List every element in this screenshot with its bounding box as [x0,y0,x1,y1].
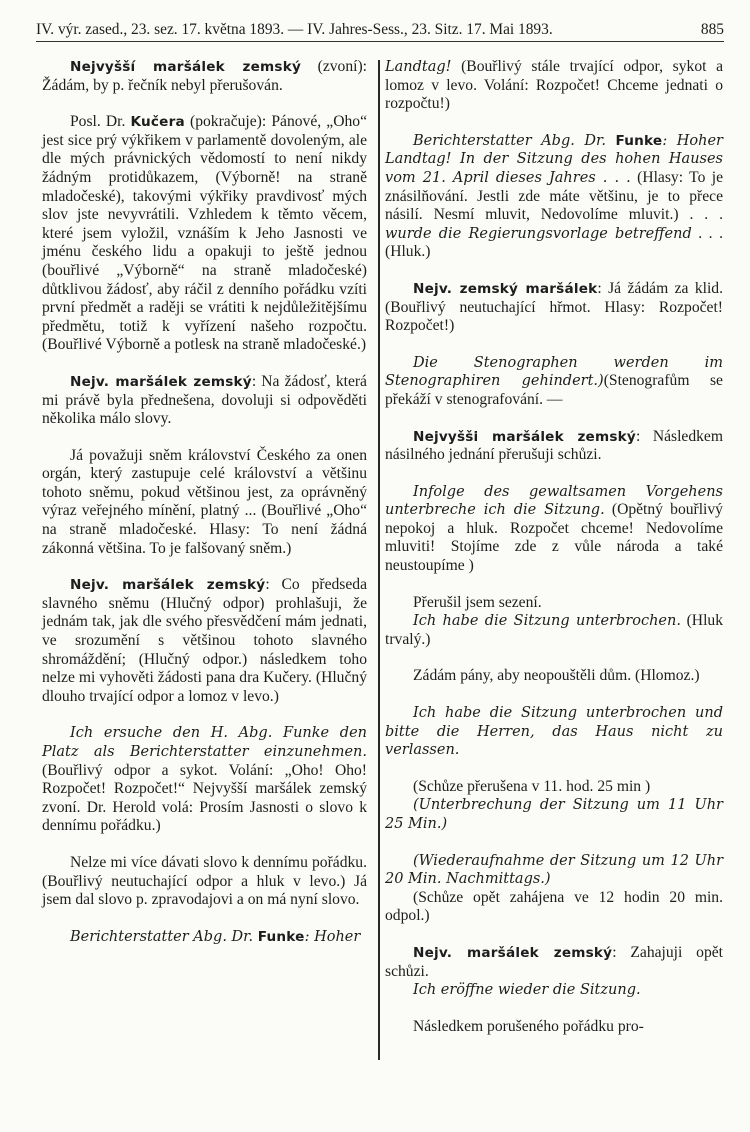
czech-text: : Následkem násilného jednání přerušuji schůzi. [385,427,723,464]
speaker-name: Kučera [130,114,185,131]
speaker-name: Nejvyšši maršálek zemský [413,428,636,445]
german-text: Ich habe die Sitzung unterbrochen und bitte die Herren, das Haus nicht zu verlassen. [385,705,723,759]
paragraph [42,576,367,706]
german-text: wurde die Regierungsvorlage betreffend [385,225,692,242]
czech-text: (Stenografům se překáží v stenografování. — [385,372,723,408]
paragraph [42,58,367,95]
german-text: : Hoher Landtag! In der Sitzung des hohen Hauses vom 21. April dieses Jahres . . . [385,132,723,186]
german-text: (Unterbrechung der Sitzung um 11 Uhr 25 Min.) [385,797,723,832]
czech-text: . . . (Hluk.) [385,224,724,261]
paragraph [42,113,367,355]
speaker-name: Nejv. maršálek zemský [70,577,266,594]
czech-text: : Zahajuji opět schůzi. [385,943,724,980]
left-column [42,58,367,964]
paragraph [42,373,367,429]
speaker-title: Berichterstatter Abg. Dr. [70,928,258,945]
czech-text: (Hlasy: To je znásilňování. Jestli zde máte většinu, je to přece násilí. Nesmí mluvit, Nedovolíme mluvit.) . . . [385,168,723,224]
paragraph [42,928,367,947]
german-text: Die Stenographen werden im Stenographiren gehindert.) [385,354,723,390]
speaker-name: Funke [615,132,663,149]
paragraph [385,1018,723,1037]
czech-text: : Co předseda slavného sněmu (Hlučný odpor) prohlašuji, že jednám tak, jak dle svého přesvědčení mám jednati, ve srozumění s většinou tohoto slavného shromáždění; (Hlučný odpor.) následkem toho nelze mi vyhověti žádosti pana dra Kučery. (Hlučný dlouho trvající odpor a lomoz v levo.) [42,576,368,705]
speaker-name: Funke [257,928,305,945]
paragraph [385,944,723,981]
paragraph [385,132,723,262]
czech-text: (Schůze přerušena v 11. hod. 25 min ) [413,777,651,795]
column-divider [378,60,380,1060]
speaker-title: Posl. Dr. [70,113,131,131]
czech-text: Já považuji sněm království Českého za onen orgán, který zastupuje celé království a většinu tohoto sněmu, pokud většinou jest, za oprávněný výraz veřejného mínění, platný ... (Bouřlivé „Oho“ na straně mladočeské. Hlasy: To není žádná zákonná většina. To je falšovaný sněm.) [42,446,367,557]
right-column [385,58,723,1054]
czech-text: (Opětný bouřlivý nepokoj a hluk. Rozpočet chceme! Nedovolíme mluviti! Stojíme zde z vůle národa a také neustoupíme ) [385,501,723,575]
czech-text: (Schůze opět zahájena ve 12 hodin 20 min. odpol.) [385,888,723,925]
paragraph [385,667,723,686]
german-text: Infolge des gewaltsamen Vorgehens unterbreche ich die Sitzung. [385,483,723,519]
paragraph [385,483,723,576]
czech-text: Přerušil jsem sezení. [413,593,542,611]
speaker-title: Berichterstatter Abg. Dr. [413,132,616,149]
czech-text: (pokračuje): Pánové, „Oho“ jest sice prý výkřikem v parlamentě dovoleným, ale dle mých právnických vědomostí to není nikdy žádným protidůkazem, (Výborně! na straně mladočeské), takovými výkřiky pravdivosť mých slov jste nevyvrátili. Vzhledem k těmto věcem, které jsem vyložil, vznáším k Jeho Jasnosti ve jménu českého lidu a opakuji to ještě jednou (bouřlivé „Výborně“ na straně mladočeské) důtklivou žádosť, aby ráčil z denního pořádku vzíti první předmět a raději se vrátiti k nejdůležitějšímu předmětu, totiž k vyřízení našeho rozpočtu. (Bouřlivé Výborně a potlesk na straně mladočeské.) [42,113,367,354]
running-header [36,18,724,42]
czech-text: (Bouřlivý odpor a sykot. Volání: „Oho! Oho! Rozpočet! Rozpočet!“ Nejvyšší maršálek zemský zvoní. Dr. Herold volá: Prosím Jasnosti o slovo k dennímu pořádku.) [42,761,367,835]
paragraph [385,612,723,649]
speaker-name: Nejvyšší maršálek zemský [70,59,302,75]
czech-text: (Bouřlivý stále trvající odpor, sykot a lomoz v levo. Volání: Rozpočet! Chceme jednati o rozpočtu!) [385,58,723,113]
paragraph [385,594,723,613]
speaker-name: Nejv. zemský maršálek [413,280,598,297]
paragraph [385,796,723,833]
page-number: 885 [700,21,724,38]
czech-text: (Hluk trvalý.) [385,612,723,648]
czech-text: Následkem porušeného pořádku pro- [413,1017,644,1035]
czech-text: Zádám pány, aby neopouštěli dům. (Hlomoz.) [413,667,700,685]
paragraph [385,280,723,336]
paragraph [385,58,723,114]
paragraph [385,889,723,926]
german-text: Ich ersuche den H. Abg. Funke den Platz als Berichterstatter einzunehmen. [42,725,367,760]
czech-text: : Na žádosť, která mi právě byla přednešena, dovoluji si odpověděti několika málo slovy. [42,372,367,428]
header-title: IV. výr. zased., 23. sez. 17. května 1893. — IV. Jahres-Sess., 23. Sitz. 17. Mai 1893. [36,21,553,38]
paragraph [385,428,723,465]
paragraph [42,724,367,836]
czech-text: Nelze mi více dávati slovo k dennímu pořádku. (Bouřlivý neutuchající odpor a hluk v levo.) Já jsem dal slovo p. zpravodajovi a on má nyní slovo. [42,853,367,909]
czech-text: : Já žádám za klid. (Bouřlivý neutuchající hřmot. Hlasy: Rozpočet! Rozpočet!) [385,279,724,335]
paragraph [385,778,723,797]
german-text: Ich habe die Sitzung unterbrochen. [413,613,681,630]
paragraph [42,854,367,910]
german-text: : Hoher [304,928,361,945]
paragraph [385,354,723,410]
paragraph [42,447,367,559]
german-text: Ich eröffne wieder die Sitzung. [413,982,641,999]
speaker-name: Nejv. maršálek zemský [413,944,613,961]
paragraph [385,704,723,760]
czech-text: (zvoní): Žádám, by p. řečník nebyl přerušován. [42,58,368,94]
paragraph [385,981,723,1000]
speaker-name: Nejv. maršálek zemský [70,373,252,390]
paragraph [385,852,723,889]
german-text: (Wiederaufnahme der Sitzung um 12 Uhr 20 Min. Nachmittags.) [385,852,723,888]
german-text: Landtag! [385,59,452,75]
